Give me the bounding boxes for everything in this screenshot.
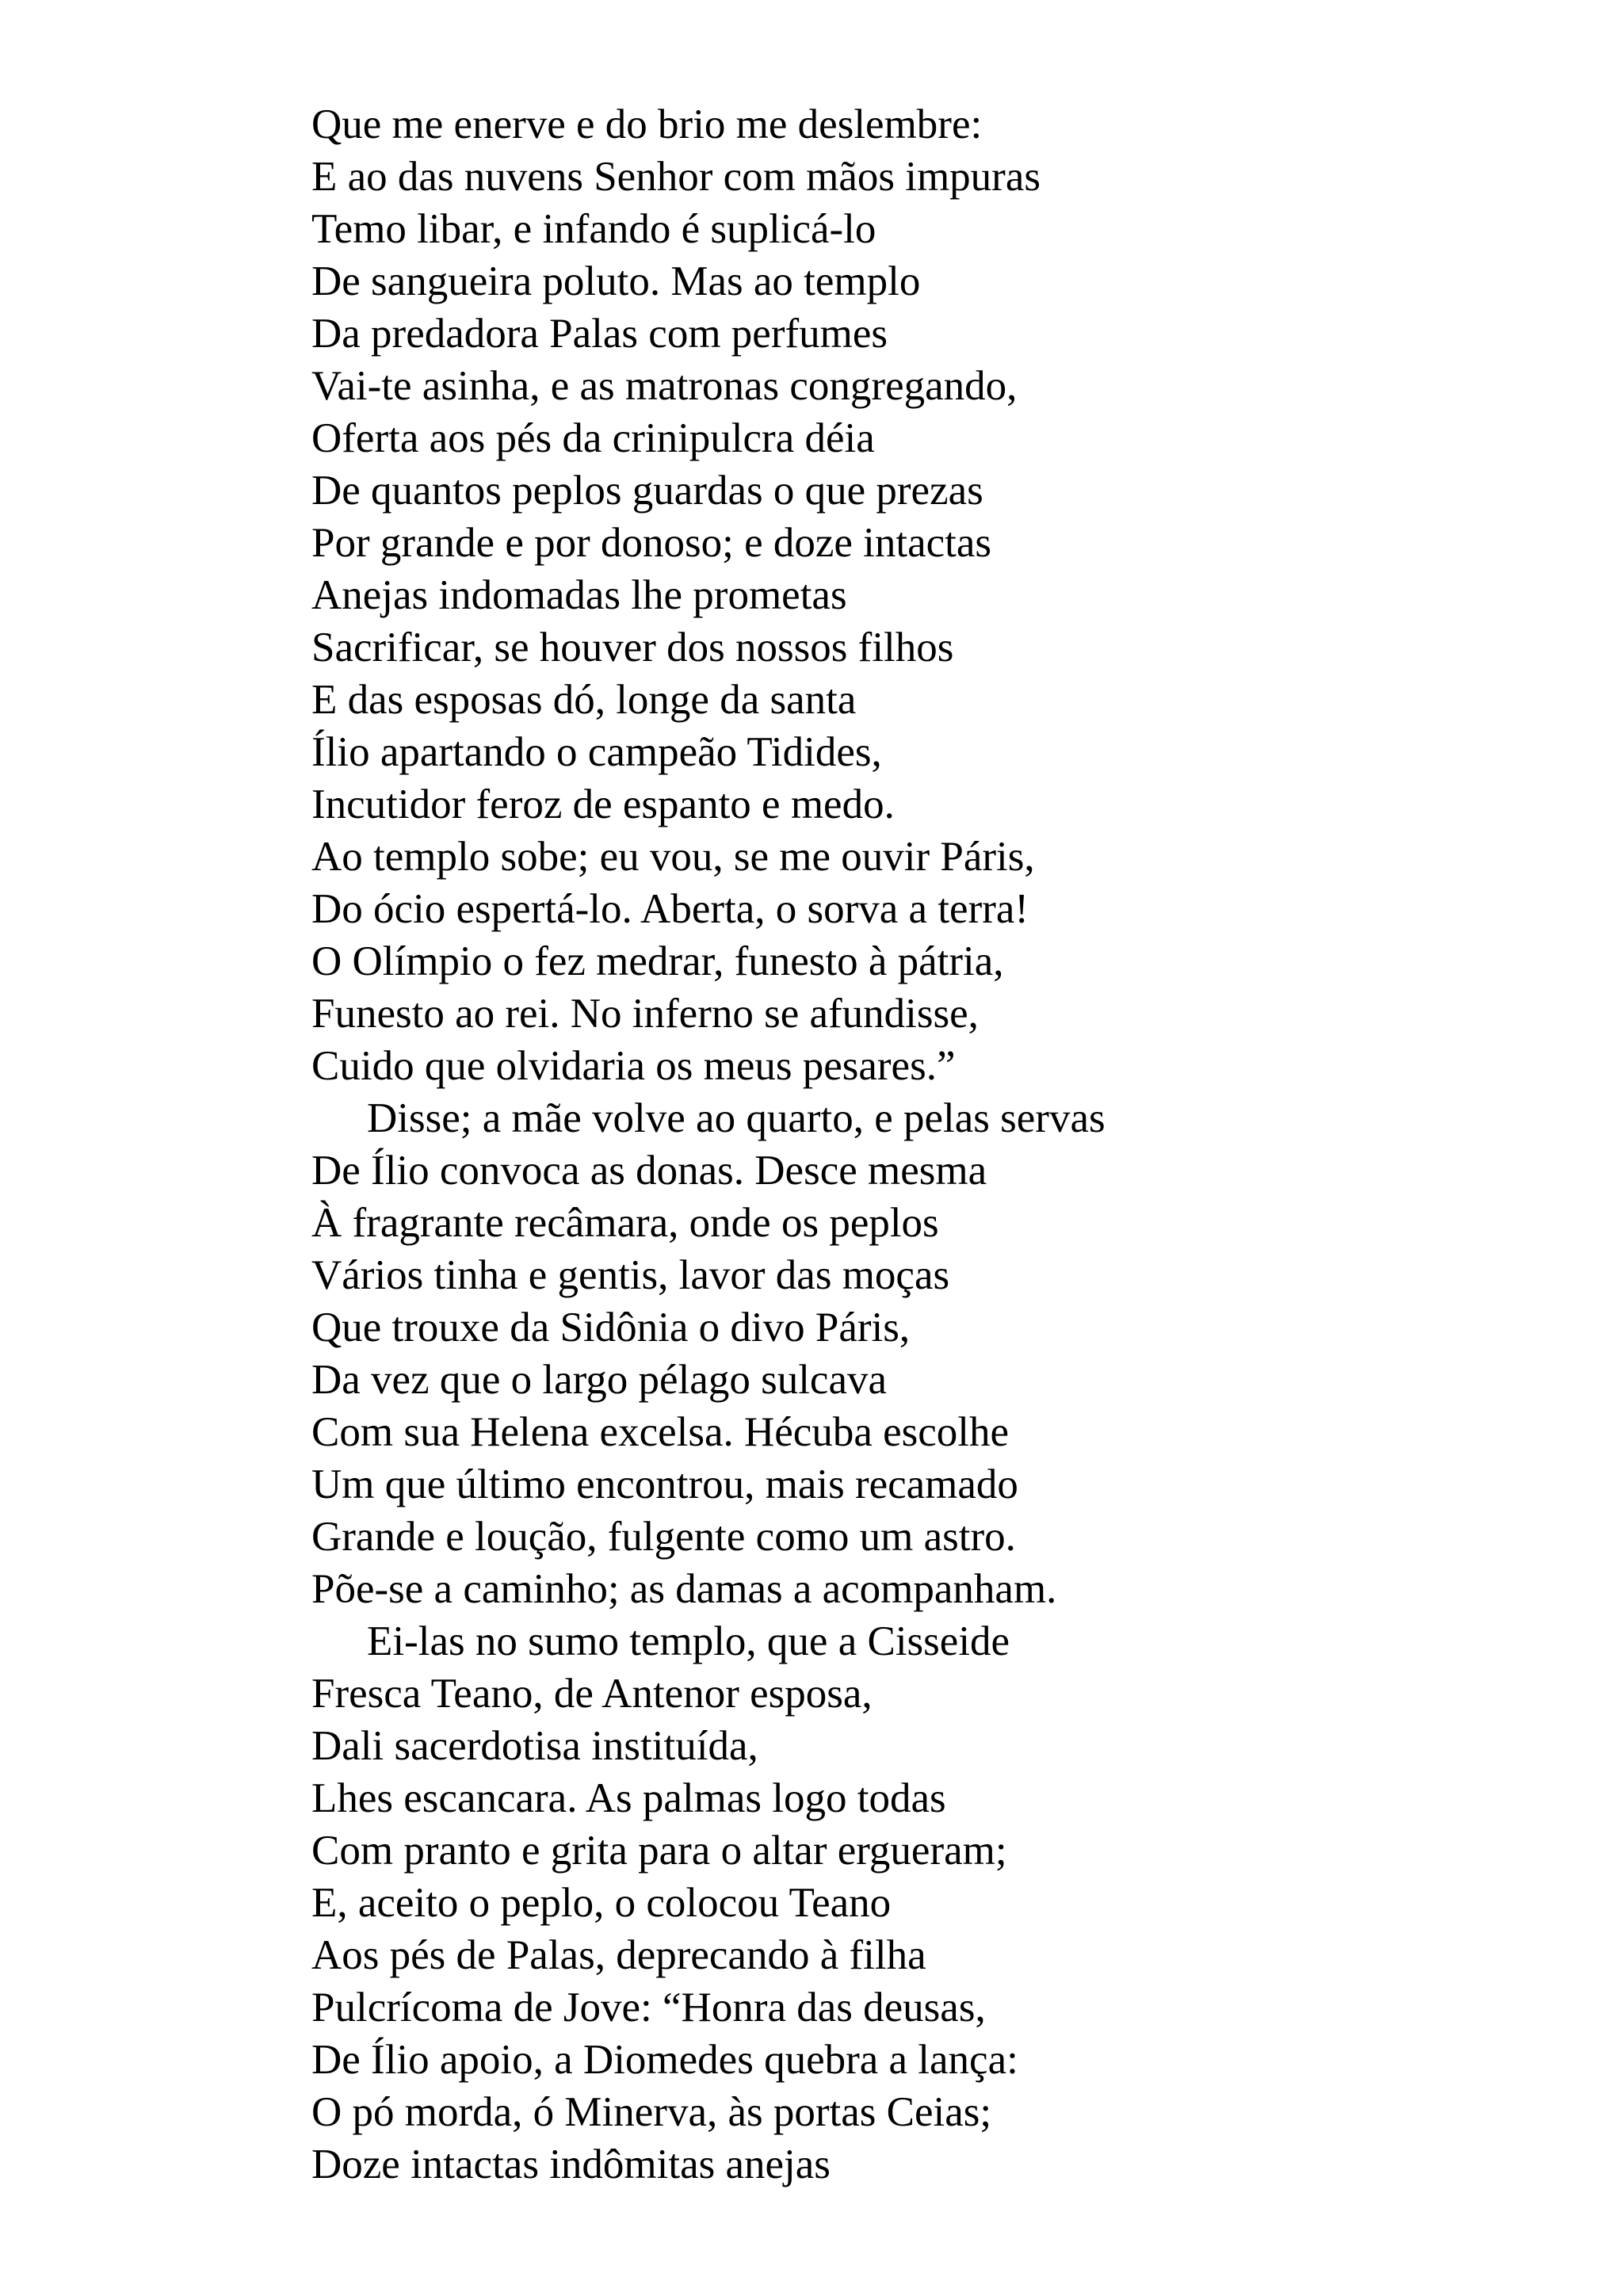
poem-line: E ao das nuvens Senhor com mãos impuras (311, 154, 1041, 200)
poem-line: Vai-te asinha, e as matronas congregando, (311, 363, 1018, 409)
poem-line: À fragrante recâmara, onde os peplos (311, 1200, 939, 1246)
poem-line: De quantos peplos guardas o que prezas (311, 468, 983, 514)
poem-line: Anejas indomadas lhe prometas (311, 572, 847, 618)
poem-line: Da vez que o largo pélago sulcava (311, 1357, 888, 1403)
poem-line: O Olímpio o fez medrar, funesto à pátria, (311, 938, 1004, 984)
poem-line: O pó morda, ó Minerva, às portas Ceias; (311, 2089, 992, 2135)
poem-line: Sacrificar, se houver dos nossos filhos (311, 625, 954, 670)
poem-line: De Ílio convoca as donas. Desce mesma (311, 1148, 987, 1194)
poem-line: Fresca Teano, de Antenor esposa, (311, 1671, 873, 1717)
poem-line: Com sua Helena excelsa. Hécuba escolhe (311, 1409, 1010, 1455)
poem-line: E, aceito o peplo, o colocou Teano (311, 1880, 892, 1926)
poem-line: Um que último encontrou, mais recamado (311, 1461, 1018, 1507)
poem-line: Que trouxe da Sidônia o divo Páris, (311, 1305, 911, 1350)
poem-line: Grande e loução, fulgente como um astro. (311, 1514, 1016, 1560)
poem-text (311, 98, 1106, 2191)
poem-line: Lhes escancara. As palmas logo todas (311, 1775, 946, 1821)
poem-line: Aos pés de Palas, deprecando à filha (311, 1932, 926, 1978)
poem-line: Temo libar, e infando é suplicá-lo (311, 206, 876, 252)
poem-line: De sangueira poluto. Mas ao templo (311, 258, 921, 304)
poem-line: Funesto ao rei. No inferno se afundisse, (311, 991, 979, 1037)
poem-line: Oferta aos pés da crinipulcra déia (311, 415, 875, 461)
poem-line: Põe-se a caminho; as damas a acompanham. (311, 1566, 1057, 1612)
poem-line: Doze intactas indômitas anejas (311, 2141, 831, 2187)
poem-line: Ílio apartando o campeão Tidides, (311, 729, 882, 775)
poem-line: Incutidor feroz de espanto e medo. (311, 781, 895, 827)
poem-line: Por grande e por donoso; e doze intactas (311, 520, 992, 566)
poem-line: De Ílio apoio, a Diomedes quebra a lança: (311, 2037, 1018, 2083)
poem-line: Dali sacerdotisa instituída, (311, 1723, 758, 1769)
poem-line: Da predadora Palas com perfumes (311, 311, 888, 357)
poem-line: Ao templo sobe; eu vou, se me ouvir Páris, (311, 834, 1035, 880)
poem-line: Que me enerve e do brio me deslembre: (311, 101, 983, 147)
poem-line: E das esposas dó, longe da santa (311, 677, 857, 723)
poem-line: Com pranto e grita para o altar ergueram; (311, 1828, 1007, 1874)
poem-line: Cuido que olvidaria os meus pesares.” (311, 1043, 956, 1089)
poem-line: Ei-las no sumo templo, que a Cisseide (367, 1618, 1010, 1664)
poem-line: Vários tinha e gentis, lavor das moças (311, 1252, 950, 1298)
poem-line: Do ócio espertá-lo. Aberta, o sorva a terra! (311, 886, 1029, 932)
poem-line: Disse; a mãe volve ao quarto, e pelas servas (367, 1095, 1106, 1141)
poem-line: Pulcrícoma de Jove: “Honra das deusas, (311, 1985, 986, 2030)
